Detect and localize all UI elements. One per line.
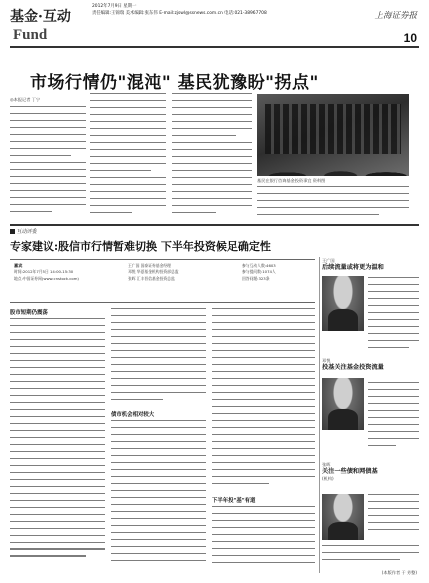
article1-photo <box>257 94 409 176</box>
article1-photo-caption: 基民在银行咨询基金投资事宜 资料图 <box>257 178 326 183</box>
portrait-zhang <box>322 494 364 540</box>
header-date: 2012年7月9日 星期一 <box>92 4 137 9</box>
infobox-guests <box>128 263 179 282</box>
photo-crowd <box>257 152 409 176</box>
stat-answers: 回答问题:323条 <box>242 275 270 281</box>
subhead-fund-investing: 下半年投"基"有道 <box>212 498 256 504</box>
right-item-1-title: 后续流量或将更为温和 <box>322 264 384 271</box>
right-item-1-author: 王广国 <box>322 258 335 263</box>
section-english-title: Fund <box>13 27 48 43</box>
right-item-2-text <box>368 382 419 457</box>
article1-text-col2 <box>90 93 166 221</box>
article1-text-col1 <box>10 106 86 221</box>
right-item-3-subtitle: (机构) <box>322 476 334 481</box>
guest-2: 邓悦 华夏基金机构投资部总监 <box>128 269 179 275</box>
discussion-info-box <box>10 259 315 303</box>
infobox-title: 嘉宾 <box>14 263 23 268</box>
page-number: 10 <box>403 31 417 45</box>
photo-screen-board <box>265 104 401 154</box>
article2-text-col3-top <box>212 308 315 493</box>
infobox-site: 地点:中国证券网(www.cnstock.com) <box>14 275 79 281</box>
right-item-3-text <box>368 494 419 542</box>
article1-text-col4 <box>257 186 409 221</box>
section-label <box>10 228 37 235</box>
article1-byline: ◎本报记者 丁宁 <box>10 97 41 102</box>
article2-headline: 专家建议:股信市行情暂难切换 下半年投资候足确定性 <box>10 240 271 253</box>
article2-text-col2-top <box>111 308 206 408</box>
article2-text-col2-bottom <box>111 420 206 573</box>
right-item-2-author: 邓悦 <box>322 358 331 363</box>
subhead-stock-market: 股市短期仍震荡 <box>10 310 48 316</box>
footer-credit: (本版作者 于 芳整) <box>381 570 417 575</box>
portrait-wang <box>322 276 364 331</box>
article1-text-col3 <box>172 93 252 221</box>
subhead-bond-market: 债市机会相对较大 <box>111 412 155 418</box>
article1-headline: 市场行情仍"混沌" 基民犹豫盼"拐点" <box>30 73 319 93</box>
infobox-time: 时间:2012年7月5日 14:00-15:30 <box>14 269 74 275</box>
article2-text-col3-bottom <box>212 506 315 573</box>
section-logo: 基金·互动 <box>10 9 71 25</box>
right-column-rule <box>319 257 320 573</box>
right-item-2-title: 投基关注基金投资流量 <box>322 364 384 371</box>
stat-participants: 参与互动人数:4603 <box>242 263 276 268</box>
right-item-1 <box>322 258 419 272</box>
section-divider <box>10 224 419 226</box>
right-item-2 <box>322 358 419 372</box>
right-item-3-title: 关注一些债和网债基 <box>322 468 378 475</box>
guest-3: 张晖 汇丰晋信基金投资总监 <box>128 275 175 281</box>
portrait-deng <box>322 378 364 430</box>
right-item-3-text-bottom <box>322 545 419 567</box>
newspaper-brand: 上海证券报 <box>374 11 417 21</box>
header-info <box>92 3 292 17</box>
right-item-3-author: 张晖 <box>322 462 331 467</box>
right-item-1-text <box>368 277 419 357</box>
article2-text-col1 <box>10 318 105 573</box>
square-bullet-icon <box>10 229 15 234</box>
header-rule <box>10 46 419 48</box>
header-editor-line: 责任编辑:王锦瑞 美术编辑:张东伟 E-mail:zjswl@ssnews.com.cn 电话:021-38967708 <box>92 11 267 16</box>
infobox-meta <box>14 263 79 282</box>
stat-questions: 参与提问数:1074人 <box>242 269 276 275</box>
section-label-text: 互动评委 <box>17 229 38 235</box>
right-item-3 <box>322 462 419 482</box>
page-header <box>0 0 429 48</box>
guest-1: 王广国 国泰证券基金经理 <box>128 263 171 268</box>
infobox-stats <box>242 263 276 282</box>
